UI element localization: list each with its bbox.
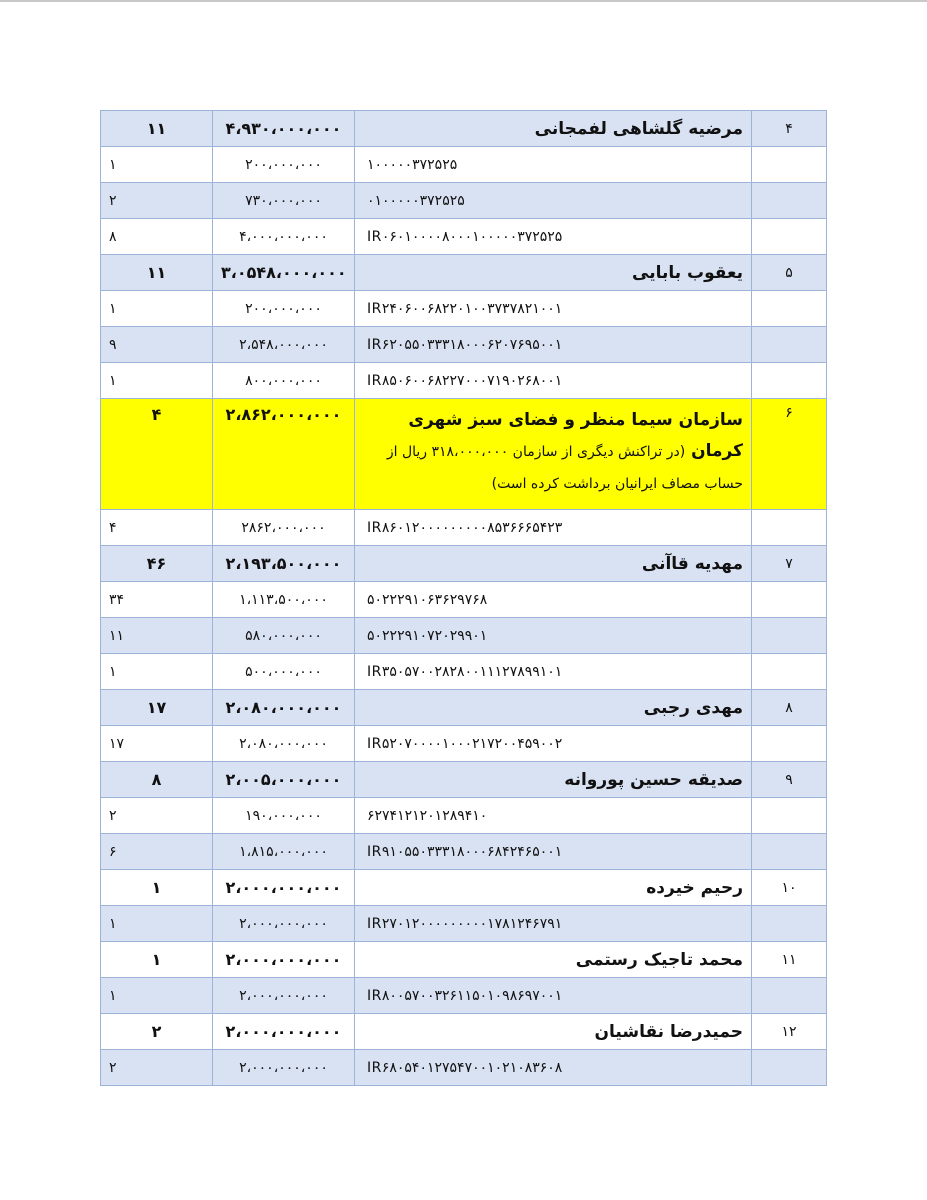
group-name: حمیدرضا نقاشیان (594, 1021, 743, 1042)
group-total-count: ۱۷ (101, 690, 213, 726)
transaction-row (101, 798, 827, 834)
transaction-amount: ۲،۰۰۰،۰۰۰،۰۰۰ (213, 906, 355, 942)
transaction-amount: ۱،۱۱۳،۵۰۰،۰۰۰ (213, 582, 355, 618)
account-number: IR۸۵۰۶۰۰۶۸۲۲۷۰۰۰۷۱۹۰۲۶۸۰۰۱ (355, 363, 752, 399)
transaction-amount: ۲۰۰،۰۰۰،۰۰۰ (213, 147, 355, 183)
group-total-count: ۴ (101, 399, 213, 510)
transaction-row (101, 219, 827, 255)
group-index: ۸ (752, 690, 827, 726)
group-total-amount: ۴،۹۳۰،۰۰۰،۰۰۰ (213, 111, 355, 147)
group-total-amount: ۲،۸۶۲،۰۰۰،۰۰۰ (213, 399, 355, 510)
group-index: ۱۰ (752, 870, 827, 906)
group-total-amount: ۳،۰۵۴۸،۰۰۰،۰۰۰ (213, 255, 355, 291)
row-index-empty (752, 618, 827, 654)
group-name: مهدیه قاآنی (641, 553, 743, 574)
transaction-amount: ۲،۵۴۸،۰۰۰،۰۰۰ (213, 327, 355, 363)
transaction-row (101, 183, 827, 219)
group-total-count: ۴۶ (101, 546, 213, 582)
row-index-empty (752, 147, 827, 183)
group-name-cell (355, 690, 752, 726)
group-total-count: ۱۱ (101, 255, 213, 291)
group-header-row (101, 399, 827, 510)
group-index: ۹ (752, 762, 827, 798)
group-index: ۷ (752, 546, 827, 582)
row-index-empty (752, 582, 827, 618)
group-name-cell (355, 1014, 752, 1050)
group-header-row (101, 111, 827, 147)
group-name-cell (355, 546, 752, 582)
group-name-cell (355, 255, 752, 291)
transaction-count: ۸ (101, 219, 213, 255)
row-index-empty (752, 798, 827, 834)
account-number: ۵۰۲۲۲۹۱۰۷۲۰۲۹۹۰۱ (355, 618, 752, 654)
account-number: IR۰۶۰۱۰۰۰۰۸۰۰۰۱۰۰۰۰۰۳۷۲۵۲۵ (355, 219, 752, 255)
account-number: ۵۰۲۲۲۹۱۰۶۳۶۲۹۷۶۸ (355, 582, 752, 618)
group-name: مرضیه گلشاهی لفمجانی (534, 118, 743, 139)
group-header-row (101, 255, 827, 291)
group-total-amount: ۲،۰۰۰،۰۰۰،۰۰۰ (213, 870, 355, 906)
transaction-count: ۹ (101, 327, 213, 363)
group-index: ۱۲ (752, 1014, 827, 1050)
transaction-count: ۱۱ (101, 618, 213, 654)
transaction-row (101, 834, 827, 870)
transaction-count: ۱ (101, 906, 213, 942)
transaction-count: ۳۴ (101, 582, 213, 618)
group-name: محمد تاجیک رستمی (575, 949, 743, 970)
transaction-amount: ۲۰۰،۰۰۰،۰۰۰ (213, 291, 355, 327)
group-total-count: ۲ (101, 1014, 213, 1050)
group-name-cell (355, 942, 752, 978)
group-header-row (101, 762, 827, 798)
group-name-cell (355, 870, 752, 906)
group-name: یعقوب بابایی (632, 262, 743, 283)
row-index-empty (752, 183, 827, 219)
group-header-row (101, 546, 827, 582)
group-name: صدیقه حسین پوروانه (564, 769, 743, 790)
transaction-count: ۱ (101, 363, 213, 399)
row-index-empty (752, 510, 827, 546)
group-name-cell (355, 399, 752, 510)
transaction-amount: ۲،۰۰۰،۰۰۰،۰۰۰ (213, 1050, 355, 1086)
transaction-count: ۱ (101, 654, 213, 690)
transaction-row (101, 327, 827, 363)
row-index-empty (752, 363, 827, 399)
group-index: ۶ (752, 399, 827, 510)
group-name-cell (355, 762, 752, 798)
transaction-count: ۲ (101, 798, 213, 834)
group-total-amount: ۲،۰۸۰،۰۰۰،۰۰۰ (213, 690, 355, 726)
group-total-count: ۱۱ (101, 111, 213, 147)
transactions-table (100, 110, 827, 1086)
group-name: سازمان سیما منظر و فضای سبز شهری کرمان (408, 410, 743, 461)
account-number: IR۲۷۰۱۲۰۰۰۰۰۰۰۰۰۱۷۸۱۲۴۶۷۹۱ (355, 906, 752, 942)
transaction-amount: ۵۰۰،۰۰۰،۰۰۰ (213, 654, 355, 690)
account-number: IR۶۲۰۵۵۰۳۳۳۱۸۰۰۰۶۲۰۷۶۹۵۰۰۱ (355, 327, 752, 363)
group-total-count: ۱ (101, 942, 213, 978)
transaction-amount: ۲۸۶۲،۰۰۰،۰۰۰ (213, 510, 355, 546)
group-total-amount: ۲،۰۰۰،۰۰۰،۰۰۰ (213, 1014, 355, 1050)
transaction-amount: ۵۸۰،۰۰۰،۰۰۰ (213, 618, 355, 654)
transaction-count: ۱ (101, 147, 213, 183)
transaction-amount: ۸۰۰،۰۰۰،۰۰۰ (213, 363, 355, 399)
transaction-row (101, 726, 827, 762)
group-total-amount: ۲،۱۹۳،۵۰۰،۰۰۰ (213, 546, 355, 582)
group-total-count: ۱ (101, 870, 213, 906)
row-index-empty (752, 906, 827, 942)
group-header-row (101, 1014, 827, 1050)
group-header-row (101, 690, 827, 726)
transaction-row (101, 618, 827, 654)
transactions-table-body (101, 111, 827, 1086)
row-index-empty (752, 327, 827, 363)
account-number: IR۲۴۰۶۰۰۶۸۲۲۰۱۰۰۳۷۳۷۸۲۱۰۰۱ (355, 291, 752, 327)
account-number: IR۶۸۰۵۴۰۱۲۷۵۴۷۰۰۱۰۲۱۰۸۳۶۰۸ (355, 1050, 752, 1086)
transaction-row (101, 978, 827, 1014)
account-number: IR۸۶۰۱۲۰۰۰۰۰۰۰۰۰۸۵۳۶۶۶۵۴۲۳ (355, 510, 752, 546)
transaction-row (101, 363, 827, 399)
group-name: رحیم خیرده (646, 877, 743, 898)
transaction-amount: ۴،۰۰۰،۰۰۰،۰۰۰ (213, 219, 355, 255)
transaction-count: ۱۷ (101, 726, 213, 762)
transaction-count: ۶ (101, 834, 213, 870)
row-index-empty (752, 291, 827, 327)
row-index-empty (752, 834, 827, 870)
transaction-row (101, 906, 827, 942)
account-number: IR۹۱۰۵۵۰۳۳۳۱۸۰۰۰۶۸۴۲۴۶۵۰۰۱ (355, 834, 752, 870)
row-index-empty (752, 978, 827, 1014)
account-number: IR۸۰۰۵۷۰۰۳۲۶۱۱۵۰۱۰۹۸۶۹۷۰۰۱ (355, 978, 752, 1014)
transaction-count: ۲ (101, 1050, 213, 1086)
row-index-empty (752, 219, 827, 255)
account-number: ۰۱۰۰۰۰۰۳۷۲۵۲۵ (355, 183, 752, 219)
row-index-empty (752, 726, 827, 762)
transaction-count: ۱ (101, 978, 213, 1014)
transaction-count: ۱ (101, 291, 213, 327)
transaction-row (101, 510, 827, 546)
group-index: ۴ (752, 111, 827, 147)
group-total-amount: ۲،۰۰۵،۰۰۰،۰۰۰ (213, 762, 355, 798)
row-index-empty (752, 1050, 827, 1086)
transaction-row (101, 291, 827, 327)
account-number: IR۳۵۰۵۷۰۰۲۸۲۸۰۰۱۱۱۲۷۸۹۹۱۰۱ (355, 654, 752, 690)
transaction-amount: ۲،۰۰۰،۰۰۰،۰۰۰ (213, 978, 355, 1014)
group-name: مهدی رجبی (643, 697, 743, 718)
transaction-amount: ۱،۸۱۵،۰۰۰،۰۰۰ (213, 834, 355, 870)
group-index: ۱۱ (752, 942, 827, 978)
transaction-row (101, 582, 827, 618)
row-index-empty (752, 654, 827, 690)
transaction-row (101, 654, 827, 690)
transaction-count: ۲ (101, 183, 213, 219)
transaction-amount: ۷۳۰،۰۰۰،۰۰۰ (213, 183, 355, 219)
transaction-row (101, 147, 827, 183)
page-top-border (0, 0, 927, 2)
transaction-amount: ۱۹۰،۰۰۰،۰۰۰ (213, 798, 355, 834)
group-header-row (101, 870, 827, 906)
transaction-row (101, 1050, 827, 1086)
group-index: ۵ (752, 255, 827, 291)
group-name-cell (355, 111, 752, 147)
transaction-amount: ۲،۰۸۰،۰۰۰،۰۰۰ (213, 726, 355, 762)
group-header-row (101, 942, 827, 978)
account-number: ۱۰۰۰۰۰۳۷۲۵۲۵ (355, 147, 752, 183)
group-total-amount: ۲،۰۰۰،۰۰۰،۰۰۰ (213, 942, 355, 978)
account-number: IR۵۲۰۷۰۰۰۰۱۰۰۰۲۱۷۲۰۰۴۵۹۰۰۲ (355, 726, 752, 762)
group-total-count: ۸ (101, 762, 213, 798)
account-number: ۶۲۷۴۱۲۱۲۰۱۲۸۹۴۱۰ (355, 798, 752, 834)
group-note: (در تراکنش دیگری از سازمان ۳۱۸،۰۰۰،۰۰۰ ریال از حساب مصاف ایرانیان برداشت کرده است) (386, 444, 743, 492)
transaction-count: ۴ (101, 510, 213, 546)
